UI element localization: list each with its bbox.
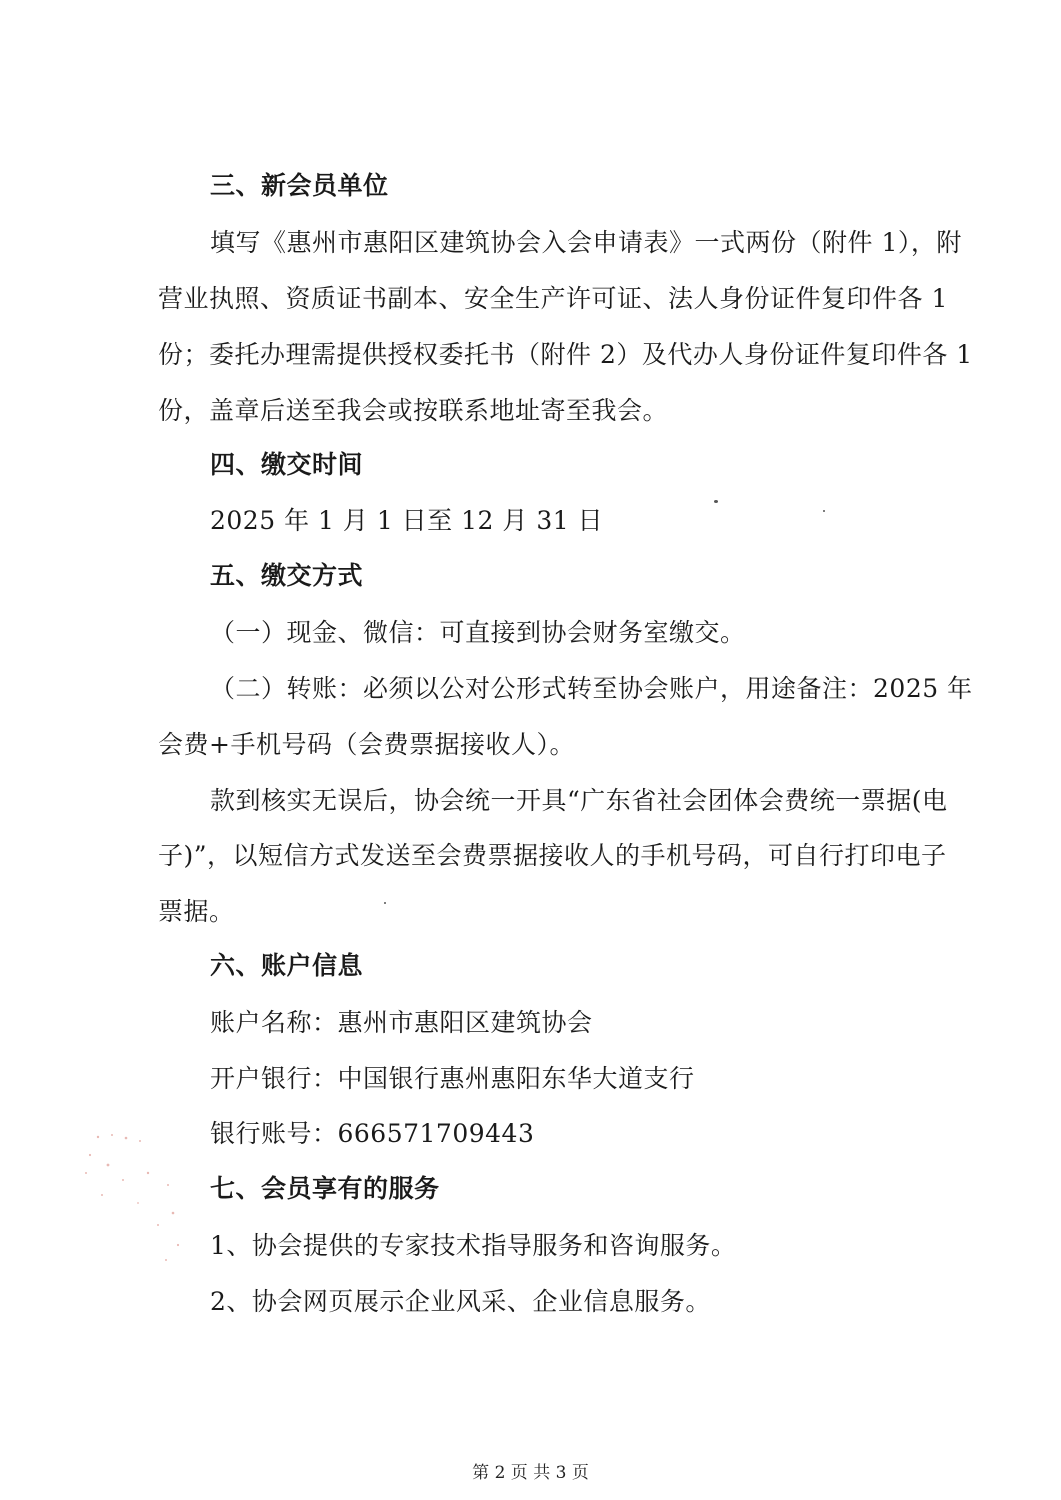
account-number-line: 银行账号：666571709443 [210,1119,535,1148]
paragraph-line: （一）现金、微信：可直接到协会财务室缴交。 [210,618,746,647]
section-heading-payment-time: 四、缴交时间 [210,450,364,479]
paragraph-line: 票据。 [158,897,235,926]
page-footer: 第 2 页 共 3 页 [472,1463,589,1483]
paragraph-line: （二）转账：必须以公对公形式转至协会账户，用途备注：2025 年 [210,674,973,703]
faint-seal-mark [78,1125,208,1275]
scan-speck [823,510,825,512]
list-item: 1、协会提供的专家技术指导服务和咨询服务。 [210,1231,737,1260]
section-heading-payment-method: 五、缴交方式 [210,561,364,590]
section-heading-new-members: 三、新会员单位 [210,171,389,200]
paragraph-line: 会费+手机号码（会费票据接收人）。 [158,730,575,759]
paragraph-line: 款到核实无误后，协会统一开具“广东省社会团体会费统一票据(电 [210,786,948,815]
paragraph-line: 2025 年 1 月 1 日至 12 月 31 日 [210,506,604,535]
scan-speck [384,902,386,904]
account-name-line: 账户名称：惠州市惠阳区建筑协会 [210,1008,593,1037]
paragraph-line: 子)”，以短信方式发送至会费票据接收人的手机号码，可自行打印电子 [158,841,947,870]
list-item: 2、协会网页展示企业风采、企业信息服务。 [210,1287,711,1316]
paragraph-line: 份，盖章后送至我会或按联系地址寄至我会。 [158,396,669,425]
section-heading-member-services: 七、会员享有的服务 [210,1174,440,1203]
section-heading-account-info: 六、账户信息 [210,951,364,980]
scan-speck [714,500,718,503]
paragraph-line: 营业执照、资质证书副本、安全生产许可证、法人身份证件复印件各 1 [158,284,948,313]
bank-name-line: 开户银行：中国银行惠州惠阳东华大道支行 [210,1064,695,1093]
paragraph-line: 填写《惠州市惠阳区建筑协会入会申请表》一式两份（附件 1），附 [210,228,962,257]
paragraph-line: 份；委托办理需提供授权委托书（附件 2）及代办人身份证件复印件各 1 [158,340,973,369]
